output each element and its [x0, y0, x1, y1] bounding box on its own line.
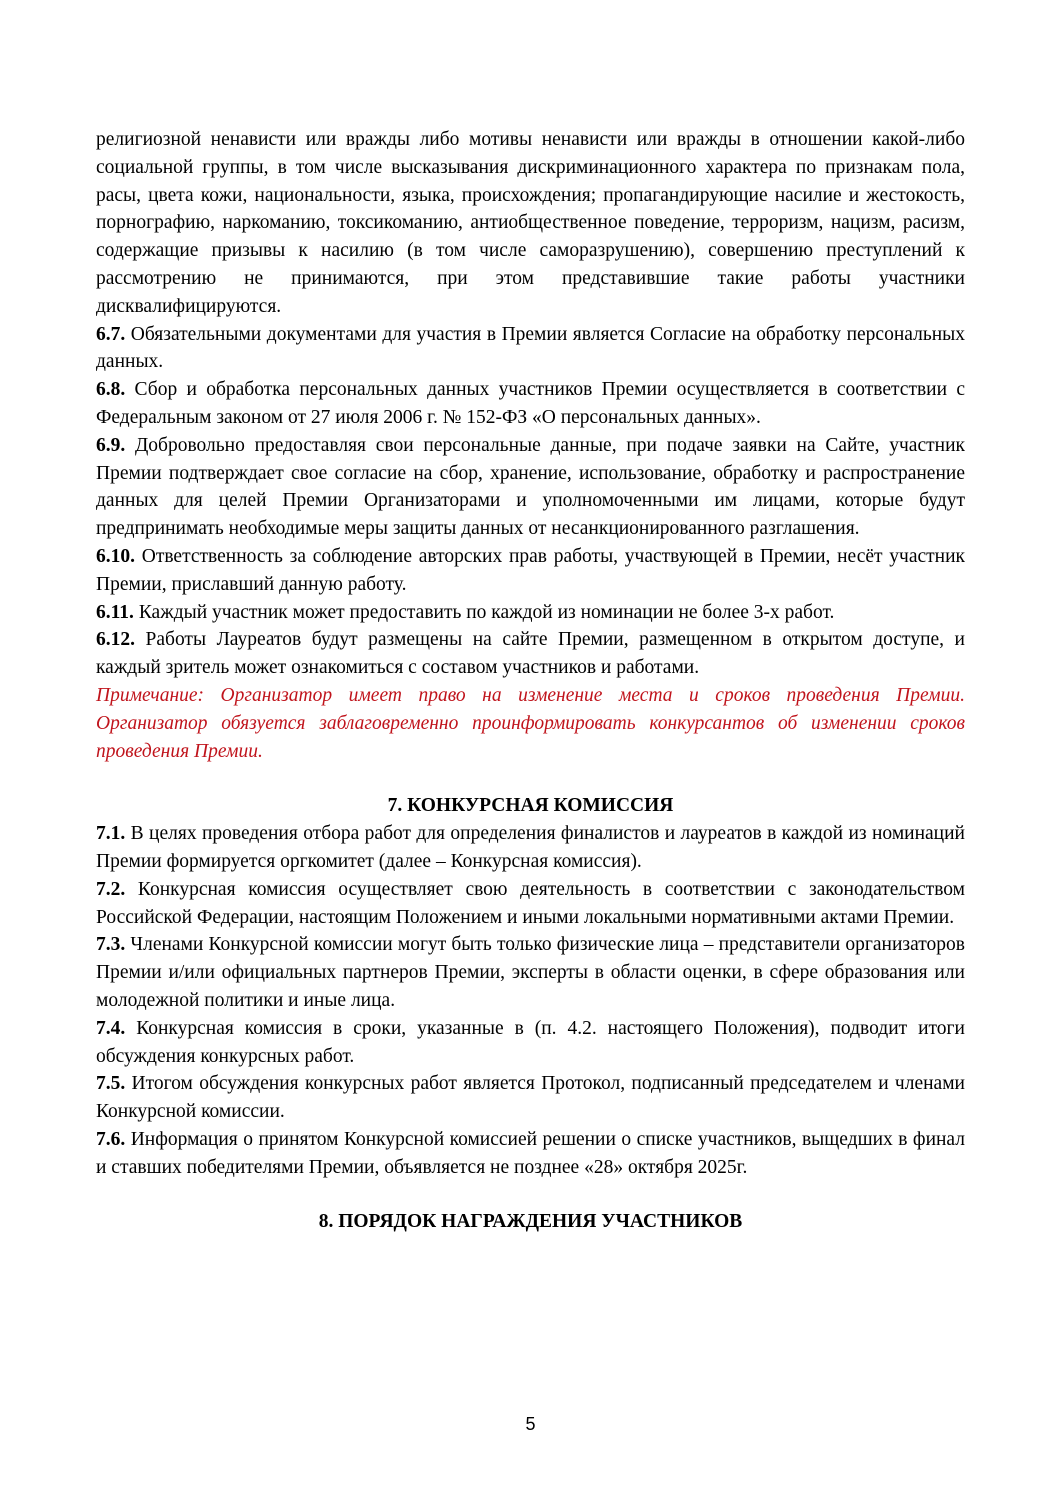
page-number: 5	[525, 1414, 536, 1434]
clause-text: Добровольно предоставляя свои персональные данные, при подаче заявки на Сайте, участник Премии подтверждает свое согласие на сбор, хранение, использование, обработку и распространение данных для целей Премии Организаторами и уполномоченными им лицами, которые будут предпринимать необходимые меры защиты данных от несанкционированного разглашения.	[96, 434, 965, 540]
clause-7-3	[96, 931, 965, 1014]
clause-number: 6.12.	[96, 629, 135, 651]
clause-7-1	[96, 820, 965, 876]
clause-text: Информация о принятом Конкурсной комиссией решении о списке участников, выщедших в финал и ставших победителями Премии, объявляется не позднее «28» октября 2025г.	[96, 1128, 965, 1178]
organizer-note: Примечание: Организатор имеет право на изменение места и сроков проведения Премии. Организатор обязуется заблаговременно проинформировать конкурсантов об изменении сроков проведения Премии.	[96, 684, 965, 762]
clause-number: 7.6.	[96, 1128, 126, 1150]
clause-6-11	[96, 599, 965, 627]
clause-number: 7.5.	[96, 1073, 126, 1095]
clause-6-12	[96, 626, 965, 682]
document-page	[96, 126, 965, 1236]
clause-6-9	[96, 432, 965, 543]
clause-text: Членами Конкурсной комиссии могут быть только физические лица – представители организаторов Премии и/или официальных партнеров Премии, эксперты в области оценки, в сфере образования или молодежной политики и иные лица.	[96, 934, 965, 1011]
clause-number: 6.7.	[96, 323, 126, 345]
clause-7-4	[96, 1015, 965, 1071]
clause-text: Каждый участник может предоставить по каждой из номинации не более 3-х работ.	[133, 601, 835, 623]
section-7-heading: 7. КОНКУРСНАЯ КОМИССИЯ	[387, 795, 674, 817]
clause-text: Сбор и обработка персональных данных участников Премии осуществляется в соответствии с Федеральным законом от 27 июля 2006 г. № 152-ФЗ «О персональных данных».	[96, 379, 965, 428]
clause-text: Работы Лауреатов будут размещены на сайте Премии, размещенном в открытом доступе, и каждый зритель может ознакомиться с составом участников и работами.	[96, 629, 965, 679]
clause-number: 6.10.	[96, 545, 135, 567]
clause-number: 7.1.	[96, 823, 126, 845]
section-spacer	[96, 765, 965, 792]
section-spacer	[96, 1181, 965, 1208]
clause-number: 6.9.	[96, 434, 126, 456]
clause-text: Ответственность за соблюдение авторских прав работы, участвующей в Премии, несёт участник Премии, приславший данную работу.	[96, 545, 965, 595]
clause-6-7	[96, 321, 965, 377]
clause-7-6	[96, 1126, 965, 1182]
clause-6-8	[96, 376, 965, 432]
clause-number: 6.8.	[96, 379, 126, 401]
clause-text: Итогом обсуждения конкурсных работ является Протокол, подписанный председателем и членами Конкурсной комиссии.	[96, 1073, 965, 1123]
clause-text: Конкурсная комиссия в сроки, указанные в (п. 4.2. настоящего Положения), подводит итоги обсуждения конкурсных работ.	[96, 1017, 965, 1067]
clause-number: 7.3.	[96, 934, 126, 956]
clause-text: В целях проведения отбора работ для определения финалистов и лауреатов в каждой из номинаций Премии формируется оргкомитет (далее – Конкурсная комиссия).	[96, 823, 965, 872]
clause-number: 7.2.	[96, 878, 126, 900]
clause-7-5	[96, 1070, 965, 1126]
clause-number: 7.4.	[96, 1017, 126, 1039]
clause-6-10	[96, 543, 965, 599]
clause-text: Обязательными документами для участия в Премии является Согласие на обработку персональных данных.	[96, 323, 965, 373]
clause-number: 6.11.	[96, 601, 134, 623]
section-8-heading: 8. ПОРЯДОК НАГРАЖДЕНИЯ УЧАСТНИКОВ	[318, 1211, 743, 1233]
continuation-paragraph: религиозной ненависти или вражды либо мотивы ненависти или вражды в отношении какой-либо социальной группы, в том числе высказывания дискриминационного характера по признакам пола, расы, цвета кожи, национальности, языка, происхождения; пропагандирующие насилие и жестокость, порнографию, наркоманию, токсикоманию, антиобщественное поведение, терроризм, нацизм, расизм, содержащие призывы к насилию (в том числе саморазрушению), совершению преступлений к рассмотрению не принимаются, при этом представившие такие работы участники дисквалифицируются.	[96, 129, 965, 317]
clause-7-2	[96, 876, 965, 932]
clause-text: Конкурсная комиссия осуществляет свою деятельность в соответствии с законодательством Российской Федерации, настоящим Положением и иными локальными нормативными актами Премии.	[96, 878, 965, 928]
